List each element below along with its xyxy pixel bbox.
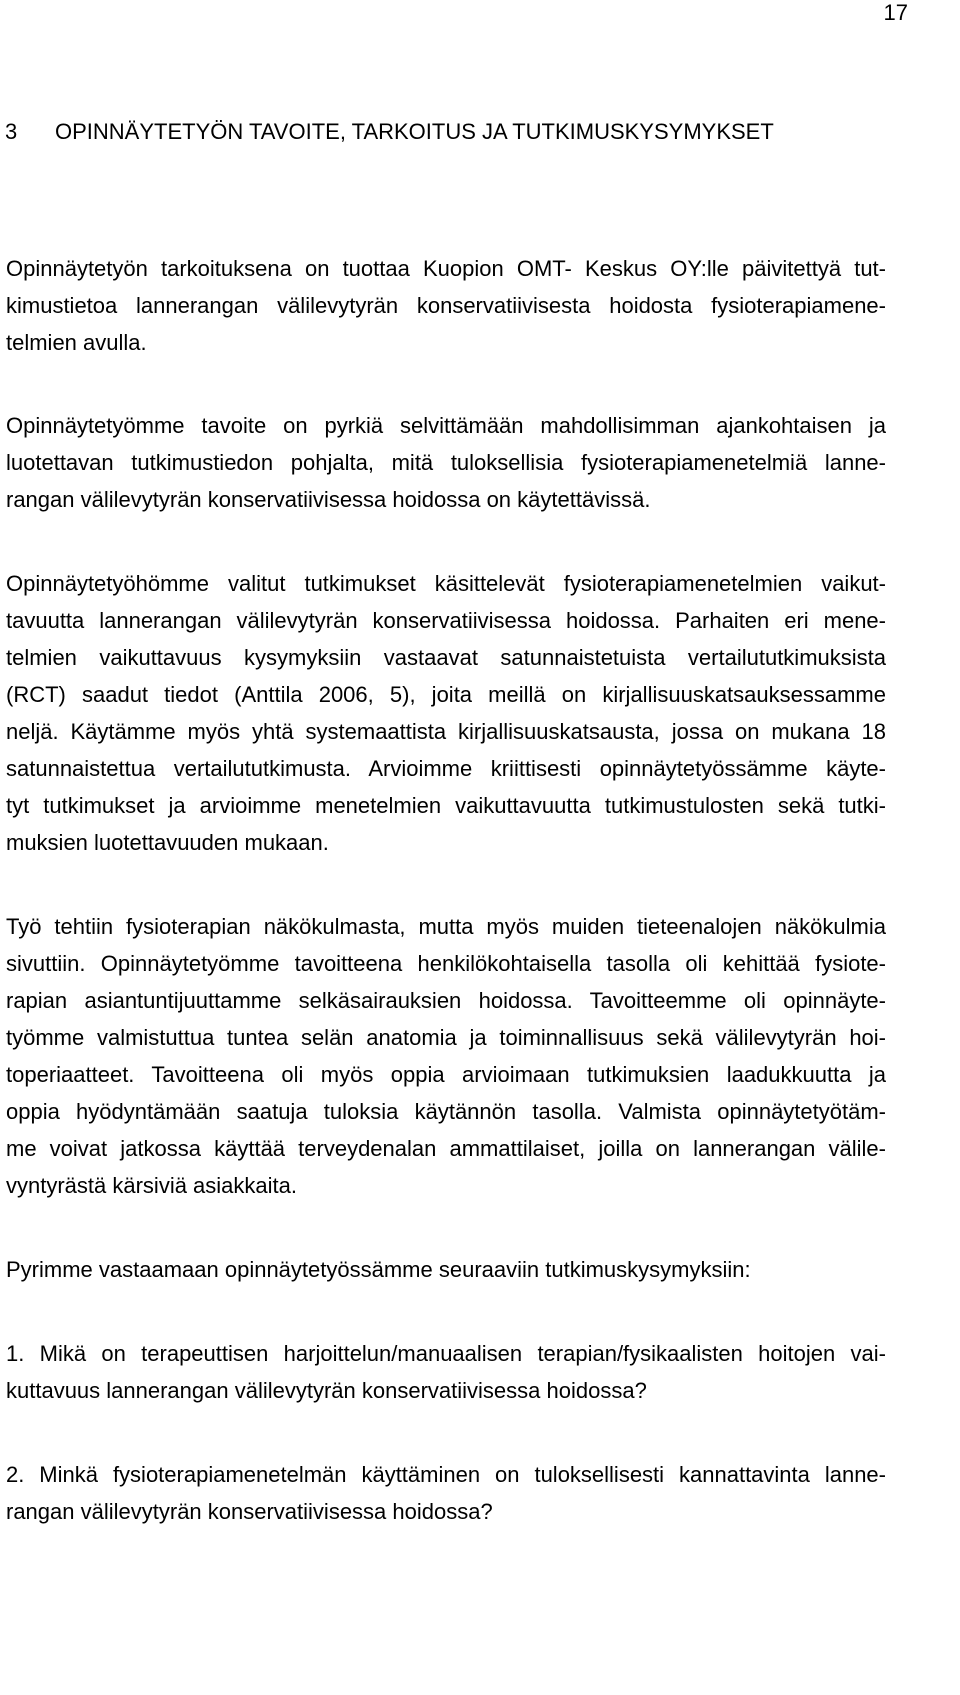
text-line: Opinnäytetyömme tavoite on pyrkiä selvittämään mahdollisimman ajankohtaisen ja — [6, 413, 886, 438]
text-line: luotettavan tutkimustiedon pohjalta, mitä tuloksellisia fysioterapiamenetelmiä lanne- — [6, 450, 886, 475]
text-line: sivuttiin. Opinnäytetyömme tavoitteena henkilökohtaisella tasolla oli kehittää fysiote- — [6, 951, 886, 976]
text-line: Opinnäytetyön tarkoituksena on tuottaa Kuopion OMT- Keskus OY:lle päivitettyä tut- — [6, 256, 886, 281]
text-line: 1. Mikä on terapeuttisen harjoittelun/manuaalisen terapian/fysikaalisten hoitojen vai- — [6, 1341, 886, 1366]
text-line: telmien avulla. — [6, 330, 147, 355]
text-line: työmme valmistuttua tuntea selän anatomia ja toiminnallisuus sekä välilevytyrän hoi- — [6, 1025, 886, 1050]
text-line: me voivat jatkossa käyttää terveydenalan ammattilaiset, joilla on lannerangan välile- — [6, 1136, 886, 1161]
text-line: Opinnäytetyöhömme valitut tutkimukset käsittelevät fysioterapiamenetelmien vaikut- — [6, 571, 886, 596]
text-line: neljä. Käytämme myös yhtä systemaattista kirjallisuuskatsausta, jossa on mukana 18 — [6, 719, 886, 744]
text-line: kimustietoa lannerangan välilevytyrän konservatiivisesta hoidosta fysioterapiamene- — [6, 293, 886, 318]
text-line: oppia hyödyntämään saatuja tuloksia käytännön tasolla. Valmista opinnäytetyötäm- — [6, 1099, 886, 1124]
text-line: kuttavuus lannerangan välilevytyrän konservatiivisessa hoidossa? — [6, 1378, 647, 1403]
chapter-number: 3 — [5, 119, 18, 144]
text-line: rangan välilevytyrän konservatiivisessa hoidossa on käytettävissä. — [6, 487, 651, 512]
text-line: Työ tehtiin fysioterapian näkökulmasta, mutta myös muiden tieteenalojen näkökulmia — [6, 914, 886, 939]
text-line: (RCT) saadut tiedot (Anttila 2006, 5), joita meillä on kirjallisuuskatsauksessamme — [6, 682, 886, 707]
text-line: telmien vaikuttavuus kysymyksiin vastaavat satunnaistetuista vertailututkimuksista — [6, 645, 886, 670]
text-line: satunnaistettua vertailututkimusta. Arvioimme kriittisesti opinnäytetyössämme käyte- — [6, 756, 886, 781]
text-line: tyt tutkimukset ja arvioimme menetelmien vaikuttavuutta tutkimustulosten sekä tutki- — [6, 793, 886, 818]
chapter-heading — [5, 118, 774, 146]
text-line: 2. Minkä fysioterapiamenetelmän käyttäminen on tuloksellisesti kannattavinta lanne- — [6, 1462, 886, 1487]
questions-intro: Pyrimme vastaamaan opinnäytetyössämme seuraaviin tutkimuskysymyksiin: — [6, 1257, 751, 1282]
text-line: vyntyrästä kärsiviä asiakkaita. — [6, 1173, 297, 1198]
text-line: rangan välilevytyrän konservatiivisessa hoidossa? — [6, 1499, 493, 1524]
text-line: tavuutta lannerangan välilevytyrän konservatiivisessa hoidossa. Parhaiten eri mene- — [6, 608, 886, 633]
text-line: rapian asiantuntijuuttamme selkäsairauksien hoidossa. Tavoitteemme oli opinnäyte- — [6, 988, 886, 1013]
chapter-title: OPINNÄYTETYÖN TAVOITE, TARKOITUS JA TUTKIMUSKYSYMYKSET — [55, 119, 774, 144]
text-line: toperiaatteet. Tavoitteena oli myös oppia arvioimaan tutkimuksien laadukkuutta ja — [6, 1062, 886, 1087]
page-number: 17 — [883, 0, 908, 25]
text-line: muksien luotettavuuden mukaan. — [6, 830, 329, 855]
